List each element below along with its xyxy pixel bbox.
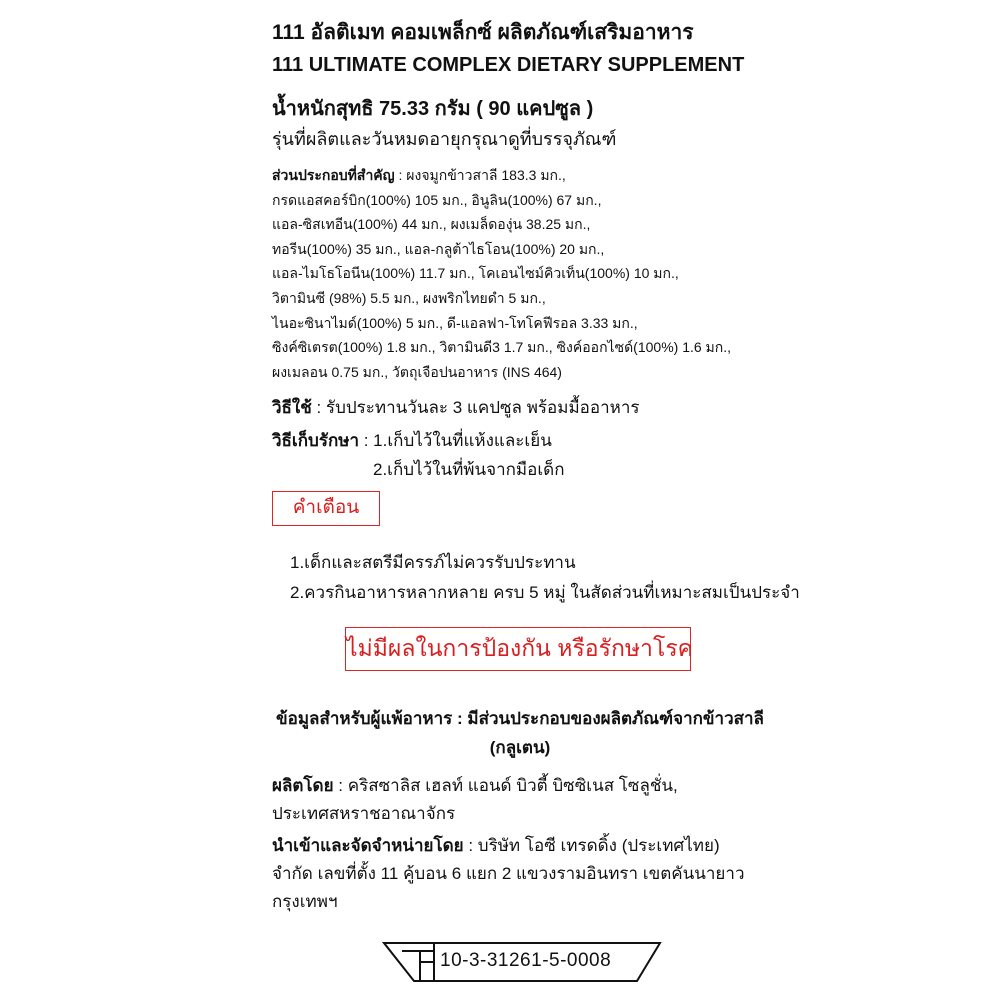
warning-item: 1.เด็กและสตรีมีครรภ์ไม่ควรรับประทาน bbox=[290, 553, 576, 572]
ingredients-line: ไนอะซินาไมด์(100%) 5 มก., ดี-แอลฟา-โทโคฟีรอล 3.33 มก., bbox=[272, 314, 638, 331]
manufacturer-info bbox=[272, 772, 678, 828]
ingredients-line: แอล-ไมโธโอนีน(100%) 11.7 มก., โคเอนไซม์คิวเท็น(100%) 10 มก., bbox=[272, 265, 679, 282]
allergy-info bbox=[260, 704, 780, 762]
storage-line-2: 2.เก็บไว้ในที่พ้นจากมือเด็ก bbox=[373, 460, 565, 479]
importer-info bbox=[272, 832, 745, 916]
allergy-line-1: ข้อมูลสำหรับผู้แพ้อาหาร : มีส่วนประกอบของผลิตภัณฑ์จากข้าวสาลี bbox=[276, 709, 764, 728]
ingredients-line: แอล-ซิสเทอีน(100%) 44 มก., ผงเมล็ดองุ่น 38.25 มก., bbox=[272, 216, 591, 233]
importer-line-2: จำกัด เลขที่ตั้ง 11 คู้บอน 6 แยก 2 แขวงรามอินทรา เขตคันนายาว bbox=[272, 864, 745, 883]
importer-line-3: กรุงเทพฯ bbox=[272, 892, 338, 911]
manufacturer-line-1: : คริสซาลิส เฮลท์ แอนด์ บิวตี้ บิซซิเนส โซลูชั่น, bbox=[333, 776, 678, 795]
net-weight: น้ำหนักสุทธิ 75.33 กรัม ( 90 แคปซูล ) bbox=[272, 98, 594, 120]
ingredients-block bbox=[272, 163, 731, 384]
usage-label: วิธีใช้ bbox=[272, 398, 312, 417]
ingredients-line: ทอรีน(100%) 35 มก., แอล-กลูต้าไธโอน(100%) 20 มก., bbox=[272, 240, 605, 257]
ingredients-line: ส่วนประกอบที่สำคัญ : ผงจมูกข้าวสาลี 183.3 มก., bbox=[272, 167, 566, 183]
ingredients-line: ซิงค์ซิเตรต(100%) 1.8 มก., วิตามินดี3 1.7 มก., ซิงค์ออกไซด์(100%) 1.6 มก., bbox=[272, 339, 732, 356]
storage-label: วิธีเก็บรักษา bbox=[272, 431, 359, 450]
fda-registration-badge bbox=[382, 941, 662, 983]
importer-label: นำเข้าและจัดจำหน่ายโดย bbox=[272, 836, 464, 855]
manufacturer-label: ผลิตโดย bbox=[272, 776, 334, 795]
warning-list bbox=[290, 548, 800, 608]
allergy-line-2: (กลูเตน) bbox=[489, 738, 551, 757]
product-title-thai: 111 อัลติเมท คอมเพล็กซ์ ผลิตภัณฑ์เสริมอาหาร bbox=[272, 21, 694, 44]
ingredients-label: ส่วนประกอบที่สำคัญ bbox=[272, 167, 395, 183]
health-claim-box: ไม่มีผลในการป้องกัน หรือรักษาโรค bbox=[345, 627, 691, 671]
lot-expiry-note: รุ่นที่ผลิตและวันหมดอายุกรุณาดูที่บรรจุภัณฑ์ bbox=[272, 129, 617, 149]
ingredients-line: ผงเมลอน 0.75 มก., วัตถุเจือปนอาหาร (INS 464) bbox=[272, 363, 562, 380]
storage-instructions bbox=[272, 426, 564, 484]
fda-number: 10-3-31261-5-0008 bbox=[440, 950, 612, 971]
storage-line-1: : 1.เก็บไว้ในที่แห้งและเย็น bbox=[359, 431, 552, 450]
usage-instructions bbox=[272, 394, 640, 421]
ingredients-line: กรดแอสคอร์บิก(100%) 105 มก., อินูลิน(100%) 67 มก., bbox=[272, 191, 602, 208]
importer-line-1: : บริษัท โอซี เทรดดิ้ง (ประเทศไทย) bbox=[463, 836, 720, 855]
warning-title-box: คำเตือน bbox=[272, 491, 380, 526]
ingredients-line: วิตามินซี (98%) 5.5 มก., ผงพริกไทยดำ 5 มก., bbox=[272, 289, 546, 306]
product-title-english: 111 ULTIMATE COMPLEX DIETARY SUPPLEMENT bbox=[272, 54, 745, 76]
usage-text: : รับประทานวันละ 3 แคปซูล พร้อมมื้ออาหาร bbox=[311, 398, 640, 417]
manufacturer-line-2: ประเทศสหราชอาณาจักร bbox=[272, 804, 456, 823]
warning-item: 2.ควรกินอาหารหลากหลาย ครบ 5 หมู่ ในสัดส่วนที่เหมาะสมเป็นประจำ bbox=[290, 583, 800, 602]
